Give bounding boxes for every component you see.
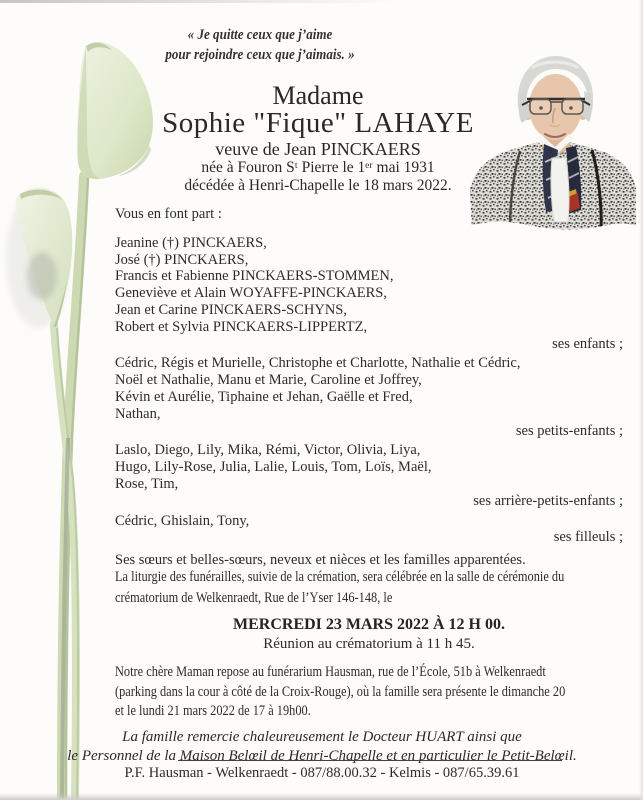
liturgy-paragraph xyxy=(115,567,627,608)
quote-line-1: « Je quitte ceux que j’aime xyxy=(187,27,333,43)
thanks-line-2: le Personnel de la Maison Belœil de Henri-Chapelle et en particulier le Petit-Belœil. xyxy=(67,747,577,764)
quote-line-2: pour rejoindre ceux que j’aimais. » xyxy=(165,47,355,63)
liturgy-line-2: crématorium de Welkenraedt, Rue de l’Yser 146-148, le xyxy=(115,589,393,606)
deceased-name: Sophie "Fique" LAHAYE xyxy=(162,107,474,139)
announcement-intro: Vous en font part : xyxy=(115,206,222,222)
repose-paragraph xyxy=(115,663,632,722)
thanks-line-1: La famille remercie chaleureusement le Docteur HUART ainsi que xyxy=(122,729,522,745)
memorial-quote xyxy=(125,25,395,65)
footer-divider xyxy=(178,760,562,761)
grandchild-line: Kévin et Aurélie, Tiphaine et Jehan, Gaëlle et Fred, xyxy=(115,388,413,405)
children-label: ses enfants ; xyxy=(552,335,623,352)
child-line: Geneviève et Alain WOYAFFE-PINCKAERS, xyxy=(115,285,387,302)
great-grandchildren-list xyxy=(115,442,623,492)
child-line: Robert et Sylvia PINCKAERS-LIPPERTZ, xyxy=(115,318,368,335)
great-grandchild-line: Hugo, Lily-Rose, Julia, Lalie, Louis, Tom, Loïs, Maël, xyxy=(115,459,432,476)
repose-line-2: (parking dans la cour à côté de la Croix-Rouge), où la famille sera présente le dimanche 20 xyxy=(115,683,566,700)
great-grandchild-line: Rose, Tim, xyxy=(115,475,179,492)
scan-edge-right xyxy=(639,0,643,800)
ceremony-date: MERCREDI 23 MARS 2022 À 12 H 00. xyxy=(233,616,505,633)
scan-edge-top xyxy=(0,0,399,3)
funeral-home-line: P.F. Hausman - Welkenraedt - 087/88.00.32 - Kelmis - 087/65.39.61 xyxy=(124,765,520,781)
grandchildren-list xyxy=(115,355,623,422)
grandchild-line: Nathan, xyxy=(115,405,161,422)
liturgy-line-1: La liturgie des funérailles, suivie de la crémation, sera célébrée en la salle de cérémonie du xyxy=(115,569,565,585)
relatives-line: Ses sœurs et belles-sœurs, neveux et nièces et les familles apparentées. xyxy=(115,552,526,569)
deceased-header xyxy=(40,81,596,194)
meeting-line: Réunion au crématorium à 11 h 45. xyxy=(263,636,475,652)
repose-line-3: et le lundi 21 mars 2022 de 17 à 19h00. xyxy=(115,703,311,720)
child-line: Francis et Fabienne PINCKAERS-STOMMEN, xyxy=(115,268,394,285)
birth-line: née à Fouron Sᵗ Pierre le 1ᵉʳ mai 1931 xyxy=(201,159,435,176)
great-grandchildren-label: ses arrière-petits-enfants ; xyxy=(473,492,623,509)
child-line: Jean et Carine PINCKAERS-SCHYNS, xyxy=(115,301,347,318)
family-section xyxy=(115,206,623,569)
child-line: José (†) PINCKAERS, xyxy=(115,251,249,268)
grandchild-line: Noël et Nathalie, Manu et Marie, Caroline et Joffrey, xyxy=(115,372,422,389)
repose-line-1: Notre chère Maman repose au funérarium Hausman, rue de l’École, 51b à Welkenraedt xyxy=(115,664,546,680)
child-line: Jeanine (†) PINCKAERS, xyxy=(115,234,267,251)
honorific-title: Madame xyxy=(272,81,364,110)
great-grandchild-line: Laslo, Diego, Lily, Mika, Rémi, Victor, Olivia, Liya, xyxy=(115,442,421,459)
scan-edge-bottom xyxy=(0,793,643,800)
grandchildren-label: ses petits-enfants ; xyxy=(515,422,623,439)
godchildren-label: ses filleuls ; xyxy=(553,529,623,546)
grandchild-line: Cédric, Régis et Murielle, Christophe et Charlotte, Nathalie et Cédric, xyxy=(115,355,521,372)
children-list xyxy=(115,235,623,336)
death-line: décédée à Henri-Chapelle le 18 mars 2022. xyxy=(184,176,452,194)
godchildren-line: Cédric, Ghislain, Tony, xyxy=(115,512,250,529)
widow-line: veuve de Jean PINCKAERS xyxy=(215,139,421,159)
